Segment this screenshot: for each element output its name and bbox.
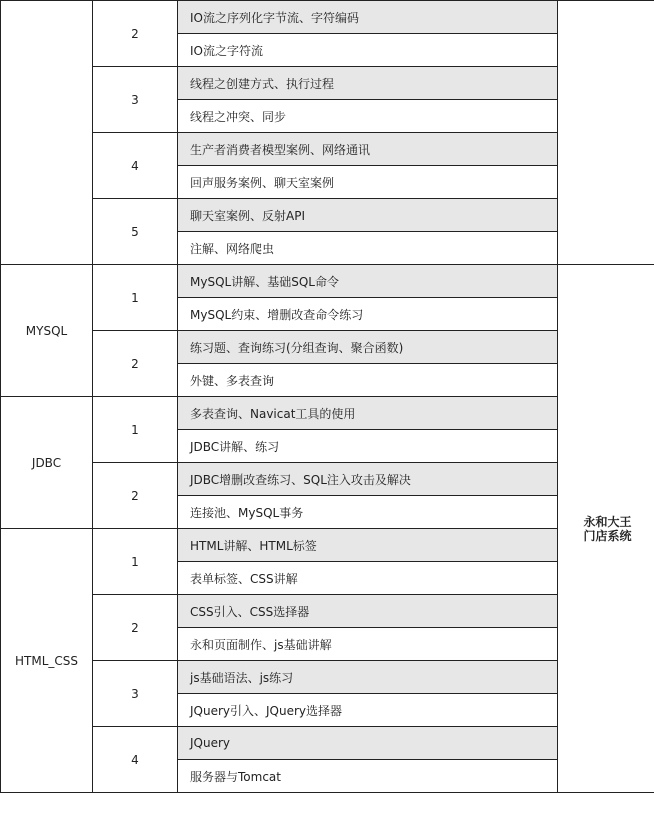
topic-cell: 连接池、MySQL事务: [178, 496, 558, 529]
table-row: [1, 331, 654, 364]
topic-cell: CSS引入、CSS选择器: [178, 595, 558, 628]
topic-cell: HTML讲解、HTML标签: [178, 529, 558, 562]
topic-cell: 服务器与Tomcat: [178, 760, 558, 793]
day-cell: 2: [93, 595, 178, 661]
day-cell: 1: [93, 265, 178, 331]
table-row: [1, 265, 654, 298]
topic-cell: 表单标签、CSS讲解: [178, 562, 558, 595]
module-cell-continued: [1, 1, 93, 265]
project-name-line-2: 门店系统: [583, 528, 632, 543]
table-row: [1, 1, 654, 34]
module-cell-jdbc: JDBC: [1, 397, 93, 529]
topic-cell: JQuery引入、JQuery选择器: [178, 694, 558, 727]
table-row: [1, 67, 654, 100]
project-cell: [558, 265, 654, 793]
day-cell: 4: [93, 133, 178, 199]
topic-cell: 生产者消费者模型案例、网络通讯: [178, 133, 558, 166]
table-row: [1, 463, 654, 496]
module-cell-html-css: HTML_CSS: [1, 529, 93, 793]
day-cell: 1: [93, 397, 178, 463]
topic-cell: js基础语法、js练习: [178, 661, 558, 694]
topic-cell: 多表查询、Navicat工具的使用: [178, 397, 558, 430]
topic-cell: JQuery: [178, 727, 558, 760]
table-row: [1, 529, 654, 562]
topic-cell: MySQL约束、增删改查命令练习: [178, 298, 558, 331]
day-cell: 4: [93, 727, 178, 793]
table-row: [1, 397, 654, 430]
topic-cell: 永和页面制作、js基础讲解: [178, 628, 558, 661]
day-cell: 2: [93, 463, 178, 529]
topic-cell: IO流之字符流: [178, 34, 558, 67]
topic-cell: 线程之创建方式、执行过程: [178, 67, 558, 100]
topic-cell: 注解、网络爬虫: [178, 232, 558, 265]
day-cell: 3: [93, 67, 178, 133]
day-cell: 3: [93, 661, 178, 727]
project-name-line-1: 永和大王: [583, 514, 632, 529]
table-row: [1, 661, 654, 694]
day-cell: 2: [93, 331, 178, 397]
day-cell: 5: [93, 199, 178, 265]
table-row: [1, 595, 654, 628]
table-row: [1, 727, 654, 760]
topic-cell: IO流之序列化字节流、字符编码: [178, 1, 558, 34]
topic-cell: MySQL讲解、基础SQL命令: [178, 265, 558, 298]
topic-cell: 聊天室案例、反射API: [178, 199, 558, 232]
topic-cell: 外键、多表查询: [178, 364, 558, 397]
topic-cell: 练习题、查询练习(分组查询、聚合函数): [178, 331, 558, 364]
topic-cell: 回声服务案例、聊天室案例: [178, 166, 558, 199]
topic-cell: JDBC讲解、练习: [178, 430, 558, 463]
table-row: [1, 133, 654, 166]
topic-cell: 线程之冲突、同步: [178, 100, 558, 133]
project-cell-continued: [558, 1, 654, 265]
table-row: [1, 199, 654, 232]
module-cell-mysql: MYSQL: [1, 265, 93, 397]
day-cell: 2: [93, 1, 178, 67]
day-cell: 1: [93, 529, 178, 595]
topic-cell: JDBC增删改查练习、SQL注入攻击及解决: [178, 463, 558, 496]
